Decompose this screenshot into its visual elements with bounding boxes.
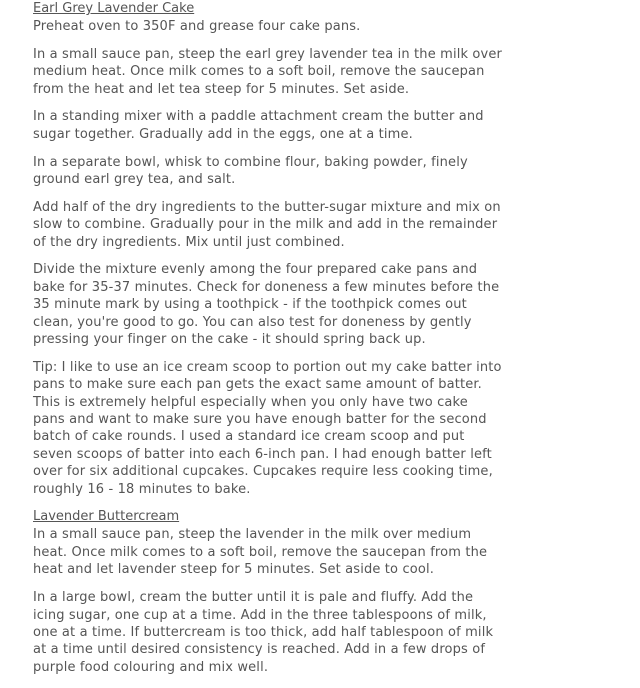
section-title-cake: Earl Grey Lavender Cake [33,1,195,16]
cake-step-steep-tea: In a small sauce pan, steep the earl grey lavender tea in the milk over medium heat. Once milk comes to a soft boil, remove the saucepan from the heat and let tea steep for 5 minutes. Set aside. [33,46,503,97]
section-cake [33,0,503,498]
cake-step-cream-butter: In a standing mixer with a paddle attachment cream the butter and sugar together. Gradually add in the eggs, one at a time. [33,109,484,142]
section-buttercream [33,508,503,676]
cake-tip: Tip: I like to use an ice cream scoop to portion out my cake batter into pans to make sure each pan gets the exact same amount of batter. This is extremely helpful especially when you only have two cake pans and want to make sure you have enough batter for the second batch of cake rounds. I used a standard ice cream scoop and put seven scoops of batter into each 6-inch pan. I had enough batter left over for six additional cupcakes. Cupcakes require less cooking time, roughly 16 - 18 minutes to bake. [33,359,502,497]
recipe-document [33,0,503,687]
cake-step-preheat: Preheat oven to 350F and grease four cake pans. [33,19,361,34]
buttercream-step-steep: In a small sauce pan, steep the lavender in the milk over medium heat. Once milk comes to a soft boil, remove the saucepan from the heat and let lavender steep for 5 minutes. Set aside to cool. [33,527,488,578]
cake-step-dry-ingredients: In a separate bowl, whisk to combine flour, baking powder, finely ground earl grey tea, and salt. [33,154,468,188]
cake-step-combine: Add half of the dry ingredients to the butter-sugar mixture and mix on slow to combine. Gradually pour in the milk and add in the remainder of the dry ingredients. Mix until just combined. [33,199,501,250]
section-title-buttercream: Lavender Buttercream [33,509,180,525]
cake-step-bake: Divide the mixture evenly among the four prepared cake pans and bake for 35-37 minutes. Check for doneness a few minutes before the 35 minute mark by using a toothpick - if the toothpick comes out clean, you're good to go. You can also test for doneness by gently pressing your finger on the cake - it should spring back up. [33,262,500,348]
buttercream-step-cream: In a large bowl, cream the butter until it is pale and fluffy. Add the icing sugar, one cup at a time. Add in the three tablespoons of milk, one at a time. If buttercream is too thick, add half tablespoon of milk at a time until desired consistency is reached. Add in a few drops of purple food colouring and mix well. [33,590,494,675]
